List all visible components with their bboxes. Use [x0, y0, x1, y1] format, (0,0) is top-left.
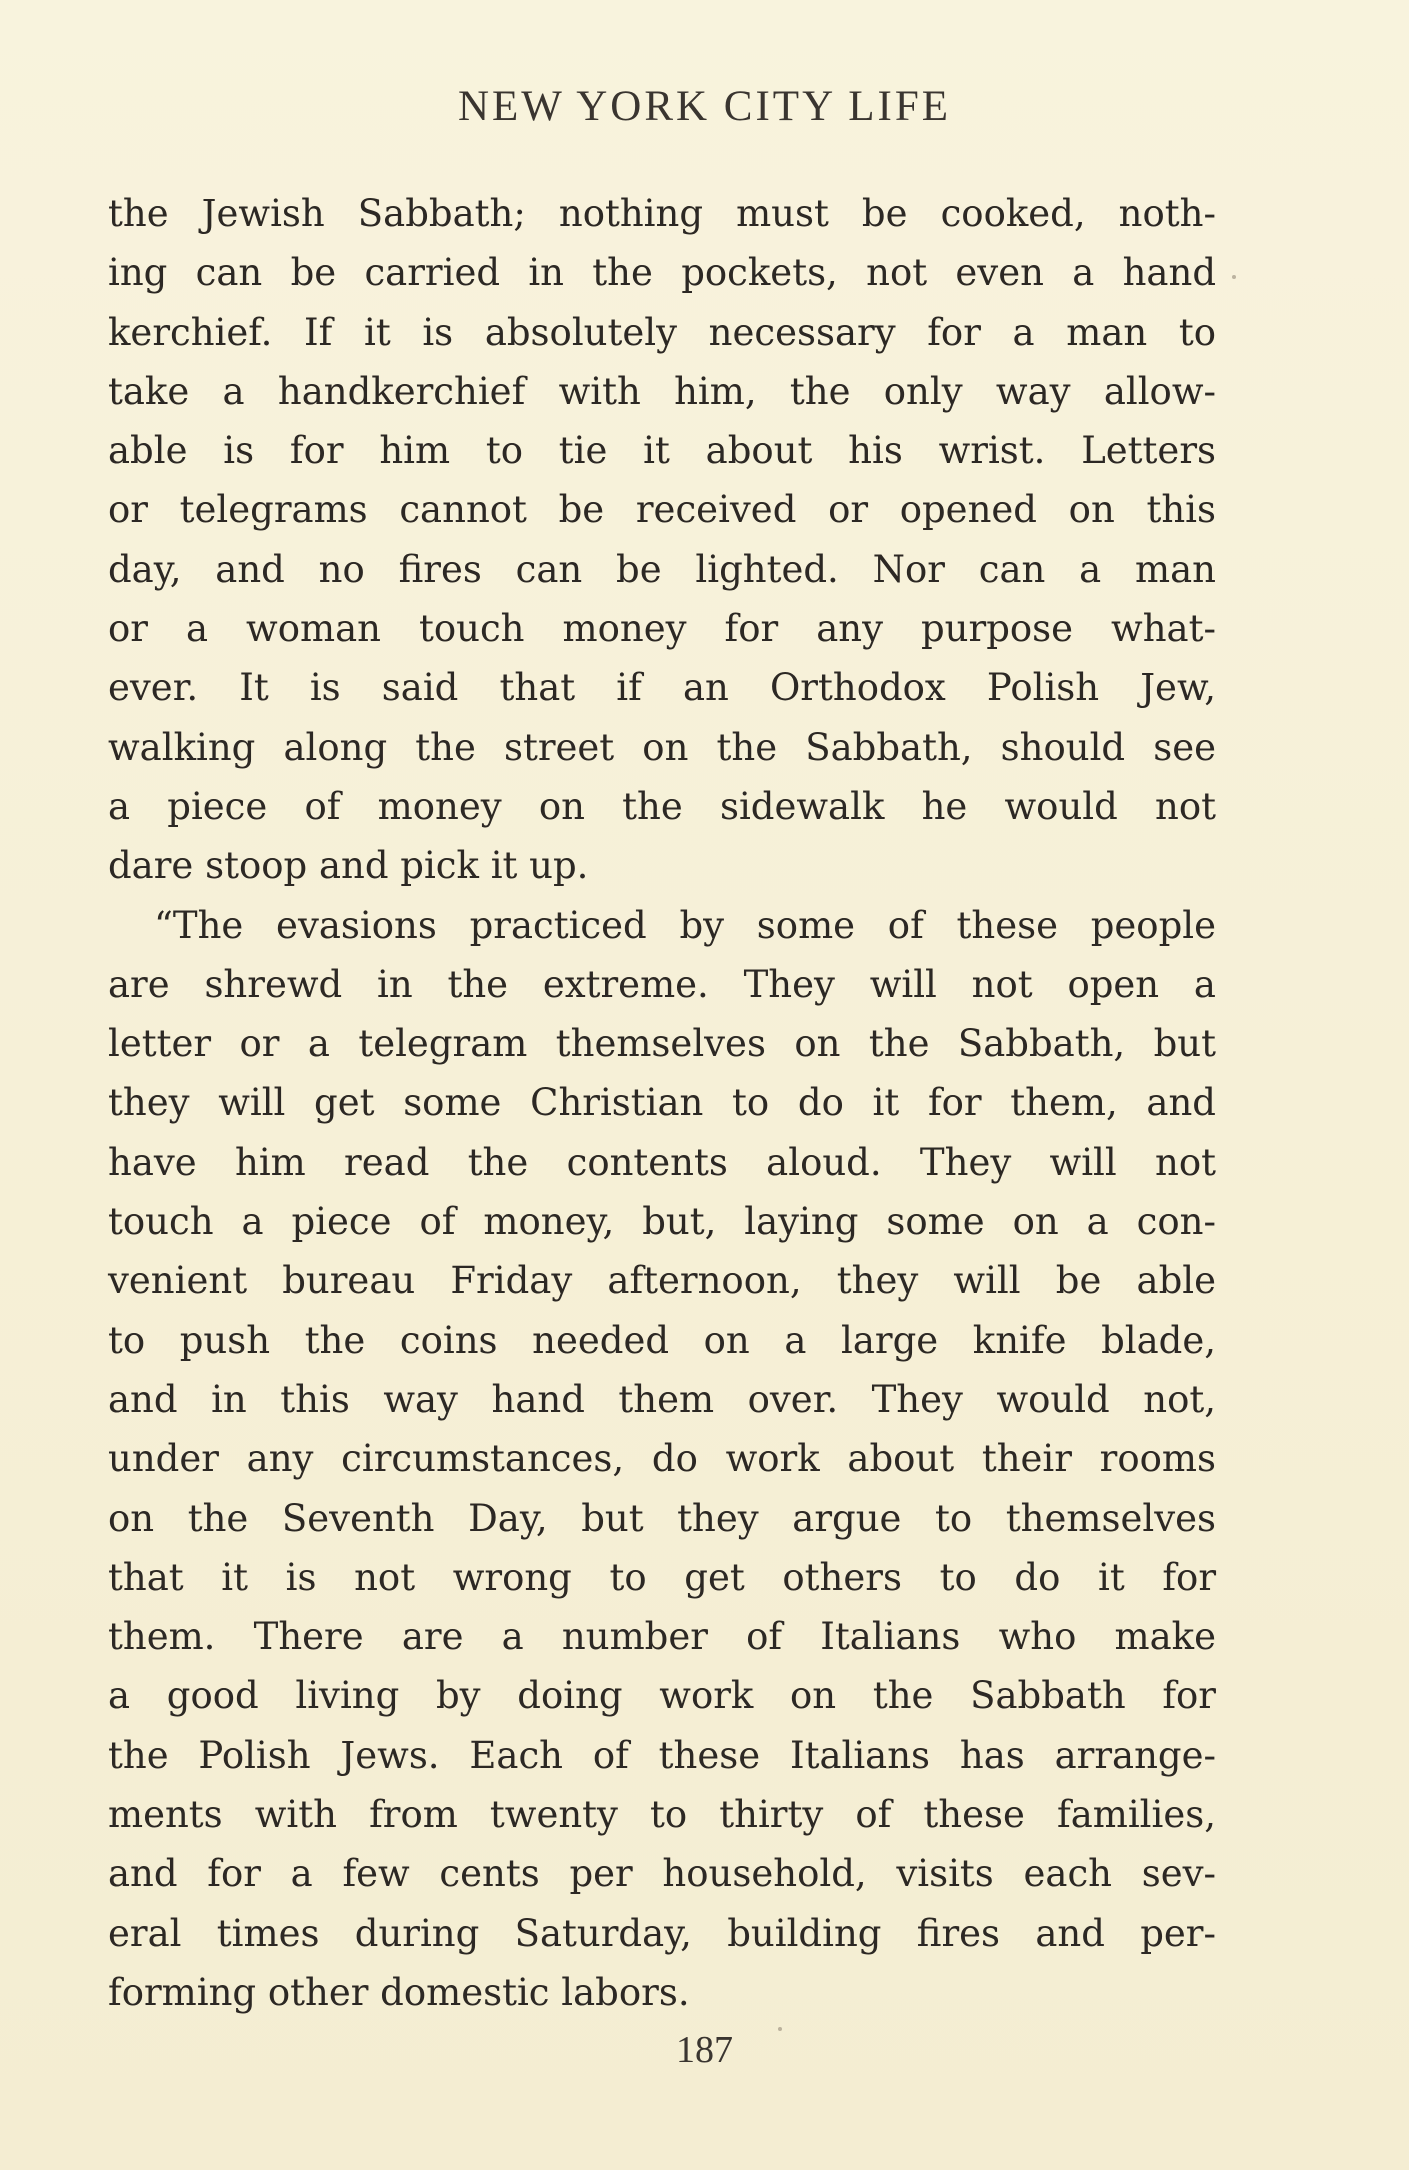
text-line: a piece of money on the sidewalk he would not — [108, 784, 1216, 828]
text-line: and in this way hand them over. They would not, — [108, 1377, 1216, 1421]
text-line: “The evasions practiced by some of these people — [154, 903, 1216, 947]
text-line: them. There are a number of Italians who make — [108, 1615, 1216, 1659]
paper-speck — [778, 2027, 782, 2031]
text-line: that it is not wrong to get others to do it for — [108, 1555, 1216, 1599]
text-line: a good living by doing work on the Sabbath for — [108, 1674, 1216, 1718]
text-line: kerchief. If it is absolutely necessary for a man to — [108, 310, 1216, 354]
text-line: the Jewish Sabbath; nothing must be cooked, noth- — [108, 192, 1216, 235]
text-line: walking along the street on the Sabbath, should see — [108, 725, 1216, 769]
page-number: 187 — [676, 2029, 733, 2071]
text-line: take a handkerchief with him, the only way allow- — [108, 369, 1216, 413]
text-line: eral times during Saturday, building fires and per- — [108, 1911, 1216, 1955]
body-text — [108, 184, 1216, 2022]
text-line: and for a few cents per household, visits each sev- — [108, 1852, 1216, 1896]
running-head: NEW YORK CITY LIFE — [457, 83, 952, 130]
text-line: the Polish Jews. Each of these Italians has arrange- — [108, 1733, 1216, 1777]
text-line: or a woman touch money for any purpose what- — [108, 607, 1216, 651]
text-line: ing can be carried in the pockets, not even a hand — [108, 251, 1216, 295]
text-line: or telegrams cannot be received or opened on this — [108, 488, 1216, 532]
paper-speck — [1232, 275, 1236, 279]
text-line: on the Seventh Day, but they argue to themselves — [108, 1496, 1216, 1540]
text-line: dare stoop and pick it up. — [108, 844, 589, 888]
text-line: under any circumstances, do work about their rooms — [108, 1437, 1216, 1481]
text-line: to push the coins needed on a large knife blade, — [108, 1318, 1216, 1362]
text-line: ever. It is said that if an Orthodox Polish Jew, — [108, 666, 1216, 710]
text-line: forming other domestic labors. — [108, 1970, 690, 2014]
text-line: ments with from twenty to thirty of these families, — [108, 1793, 1216, 1837]
text-line: are shrewd in the extreme. They will not open a — [108, 962, 1216, 1006]
text-line: venient bureau Friday afternoon, they will be able — [108, 1259, 1216, 1303]
text-line: touch a piece of money, but, laying some on a con- — [108, 1200, 1216, 1244]
text-line: able is for him to tie it about his wrist. Letters — [108, 429, 1216, 473]
text-line: day, and no fires can be lighted. Nor can a man — [108, 547, 1216, 591]
text-line: they will get some Christian to do it for them, and — [108, 1081, 1216, 1125]
text-line: letter or a telegram themselves on the Sabbath, but — [108, 1022, 1216, 1066]
text-line: have him read the contents aloud. They will not — [108, 1140, 1216, 1184]
